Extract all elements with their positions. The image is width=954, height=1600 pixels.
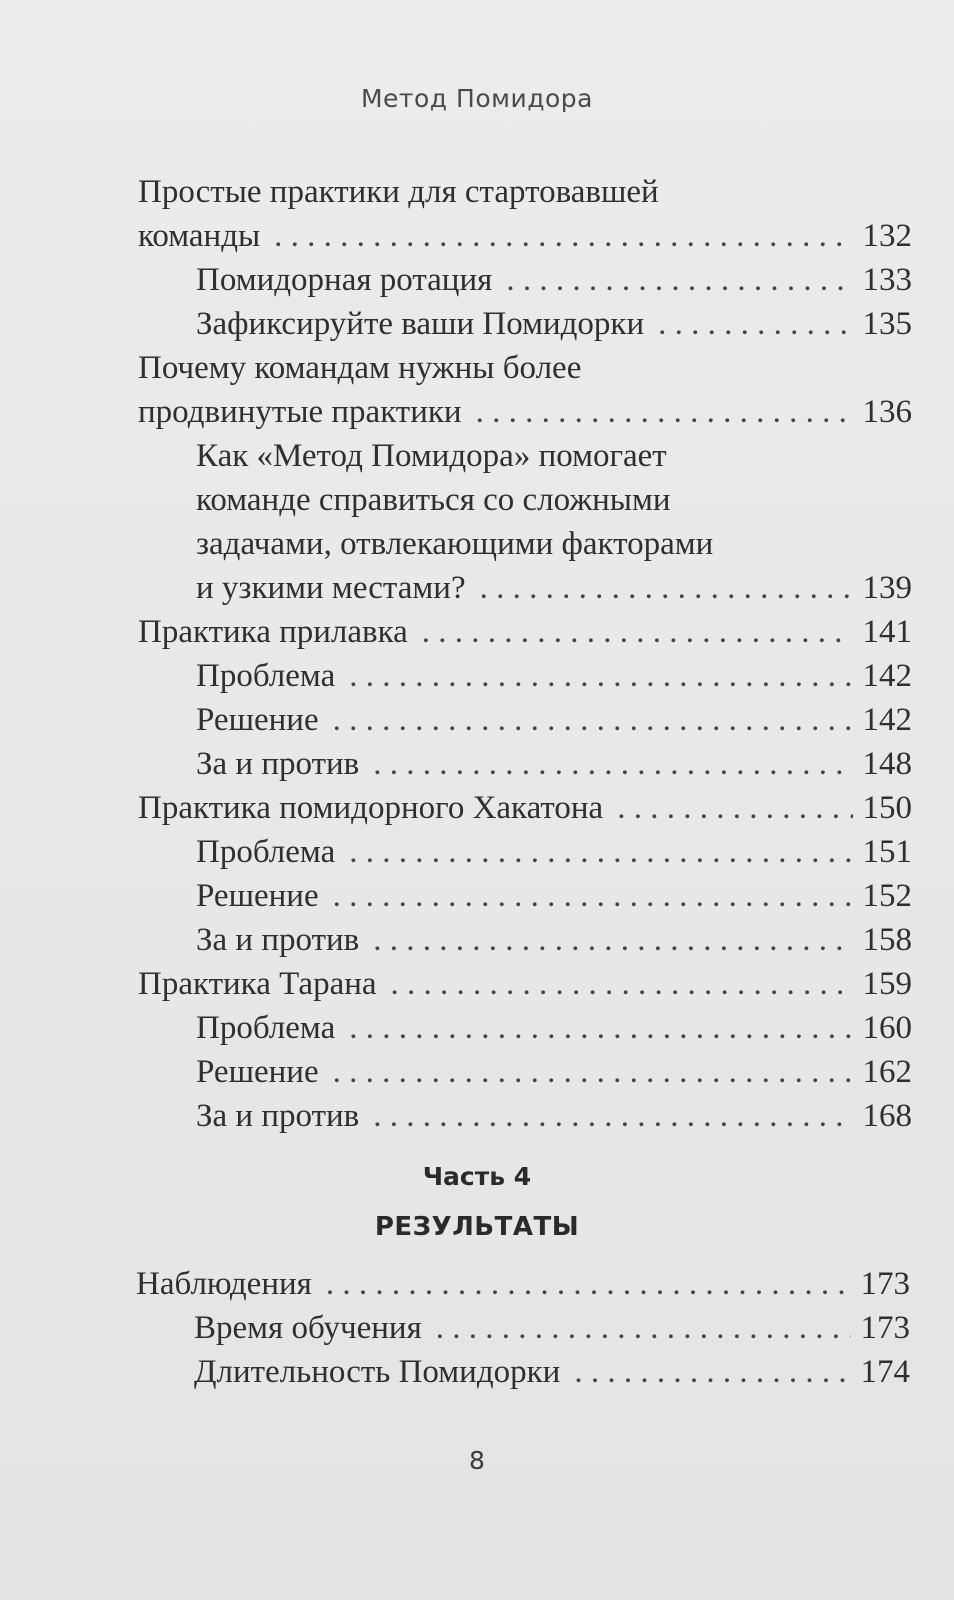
toc-page-number: 152 [862,878,912,914]
dot-leader [349,830,852,874]
toc-page-number: 173 [860,1266,910,1302]
toc-entry [138,434,912,610]
toc-entry [138,698,912,742]
dot-leader [391,962,853,1006]
dot-leader [617,786,852,830]
toc-page-number: 139 [862,570,912,606]
toc-entry [138,170,912,258]
toc-page-number: 162 [862,1054,912,1090]
dot-leader [436,1306,851,1350]
toc-entry-title-line: Проблема [196,834,336,870]
toc-entry-title-line: продвинутые практики [138,394,462,430]
toc-entry [138,258,912,302]
toc-entry-title-line: Как «Метод Помидора» помогает [196,438,667,474]
toc-entry-title-line: Решение [196,878,319,914]
running-head: Метод Помидора [360,84,593,113]
toc-entry-title-line: Решение [196,702,319,738]
dot-leader [326,1262,851,1306]
toc-page-number: 148 [862,746,912,782]
toc-page-number: 168 [862,1098,912,1134]
toc-entry [138,1050,912,1094]
part-number: Часть 4 [422,1162,532,1191]
dot-leader [373,1094,852,1138]
dot-leader [480,566,853,610]
toc-entry-title-line: Практика прилавка [138,614,408,650]
toc-entry [138,610,912,654]
page-number: 8 [469,1446,485,1475]
toc-page-number: 136 [862,394,912,430]
toc-entry [136,1306,910,1350]
toc-entry-title-line: Проблема [196,658,336,694]
dot-leader [349,654,852,698]
toc-entry [138,302,912,346]
toc-page-number: 133 [862,262,912,298]
toc-page-number: 160 [862,1010,912,1046]
toc-entry-title-line: За и против [196,922,360,958]
toc-entry-title-line: Решение [196,1054,319,1090]
dot-leader [333,1050,853,1094]
toc-page-number: 142 [862,658,912,694]
toc-entry-title-line: команды [138,218,261,254]
toc-entry [136,1350,910,1394]
part-title: РЕЗУЛЬТАТЫ [374,1212,580,1242]
toc-entry-title-line: Наблюдения [136,1266,312,1302]
toc-entry-title-line: Практика помидорного Хакатона [138,790,604,826]
toc-entry-title-line: Зафиксируйте ваши Помидорки [196,306,645,342]
toc-page-number: 174 [860,1354,910,1390]
toc-entry-title-line: Простые практики для стартовавшей [138,174,659,210]
toc-page-number: 159 [862,966,912,1002]
dot-leader [349,1006,852,1050]
dot-leader [506,258,852,302]
dot-leader [333,874,853,918]
toc-page-number: 151 [862,834,912,870]
toc-entry-title-line: Практика Тарана [138,966,377,1002]
dot-leader [574,1350,850,1394]
toc-entry-title-line: Проблема [196,1010,336,1046]
toc-page-number: 142 [862,702,912,738]
toc-page-number: 132 [862,218,912,254]
toc-entry-title-line: задачами, отвлекающими факторами [196,526,714,562]
toc-entry [138,346,912,434]
toc-entry-title-line: и узкими местами? [196,570,466,606]
dot-leader [373,742,852,786]
toc-page-number: 158 [862,922,912,958]
toc-entry-title-line: Помидорная ротация [196,262,493,298]
toc-entry [138,874,912,918]
toc-page-number: 150 [862,790,912,826]
toc-entry-title-line: За и против [196,746,360,782]
toc-entry [138,962,912,1006]
toc-entry-title-line: команде справиться со сложными [196,482,671,518]
toc-entry [138,1006,912,1050]
toc-page-number: 135 [862,306,912,342]
toc-entry [138,786,912,830]
table-of-contents [138,170,912,1138]
toc-entry [136,1262,910,1306]
dot-leader [373,918,852,962]
toc-entry-title-line: Время обучения [194,1310,422,1346]
toc-entry [138,654,912,698]
toc-page-number: 173 [860,1310,910,1346]
toc-entry-title-line: За и против [196,1098,360,1134]
dot-leader [333,698,853,742]
dot-leader [422,610,853,654]
toc-page-number: 141 [862,614,912,650]
toc-entry [138,1094,912,1138]
toc-entry [138,918,912,962]
toc-entry [138,830,912,874]
toc-entry-title-line: Почему командам нужны более [138,350,582,386]
table-of-contents-part-4 [136,1262,910,1394]
dot-leader [658,302,852,346]
dot-leader [274,214,852,258]
toc-entry-title-line: Длительность Помидорки [194,1354,561,1390]
dot-leader [476,390,853,434]
toc-entry [138,742,912,786]
